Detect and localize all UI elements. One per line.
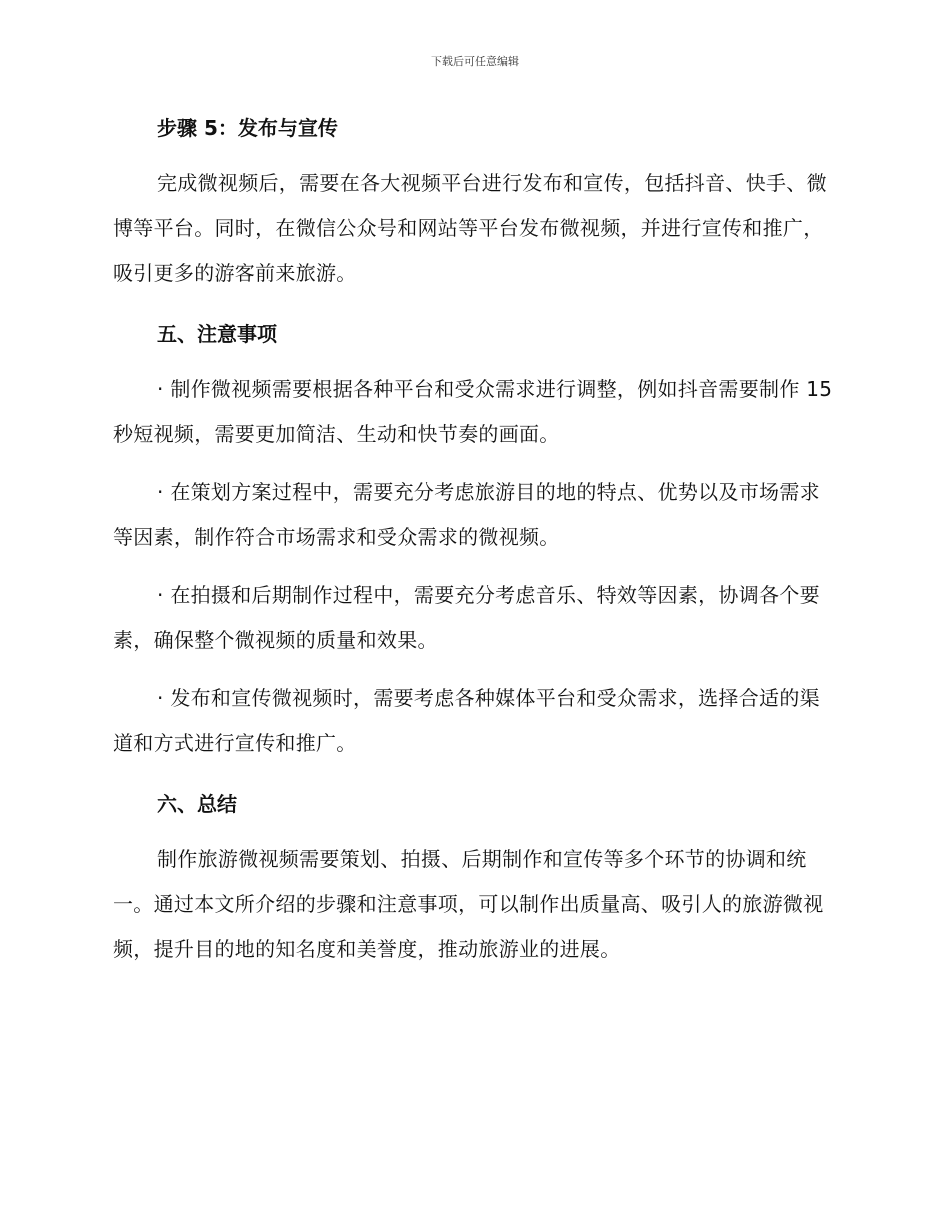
summary-paragraph: 制作旅游微视频需要策划、拍摄、后期制作和宣传等多个环节的协调和统一。通过本文所介绍的步骤和注意事项，可以制作出质量高、吸引人的旅游微视频，提升目的地的知名度和美誉度，推动旅游业的进展。 [113, 847, 824, 961]
notes-bullet-4: · 发布和宣传微视频时，需要考虑各种媒体平台和受众需求，选择合适的渠道和方式进行宣传和推广。 [113, 686, 820, 755]
notes-heading: 五、注意事项 [157, 322, 277, 346]
step5-paragraph: 完成微视频后，需要在各大视频平台进行发布和宣传，包括抖音、快手、微博等平台。同时，在微信公众号和网站等平台发布微视频，并进行宣传和推广，吸引更多的游客前来旅游。 [113, 171, 827, 285]
page-header: 下载后可任意编辑 [431, 55, 519, 68]
document-body [113, 112, 835, 972]
notes-bullet-2: · 在策划方案过程中，需要充分考虑旅游目的地的特点、优势以及市场需求等因素，制作符合市场需求和受众需求的微视频。 [113, 480, 820, 549]
notes-bullet-3: · 在拍摄和后期制作过程中，需要充分考虑音乐、特效等因素，协调各个要素，确保整个微视频的质量和效果。 [113, 583, 820, 652]
summary-heading: 六、总结 [157, 792, 237, 816]
notes-bullet-1: · 制作微视频需要根据各种平台和受众需求进行调整，例如抖音需要制作 15 秒短视频，需要更加简洁、生动和快节奏的画面。 [113, 377, 833, 446]
step5-heading: 步骤 5：发布与宣传 [157, 116, 338, 140]
